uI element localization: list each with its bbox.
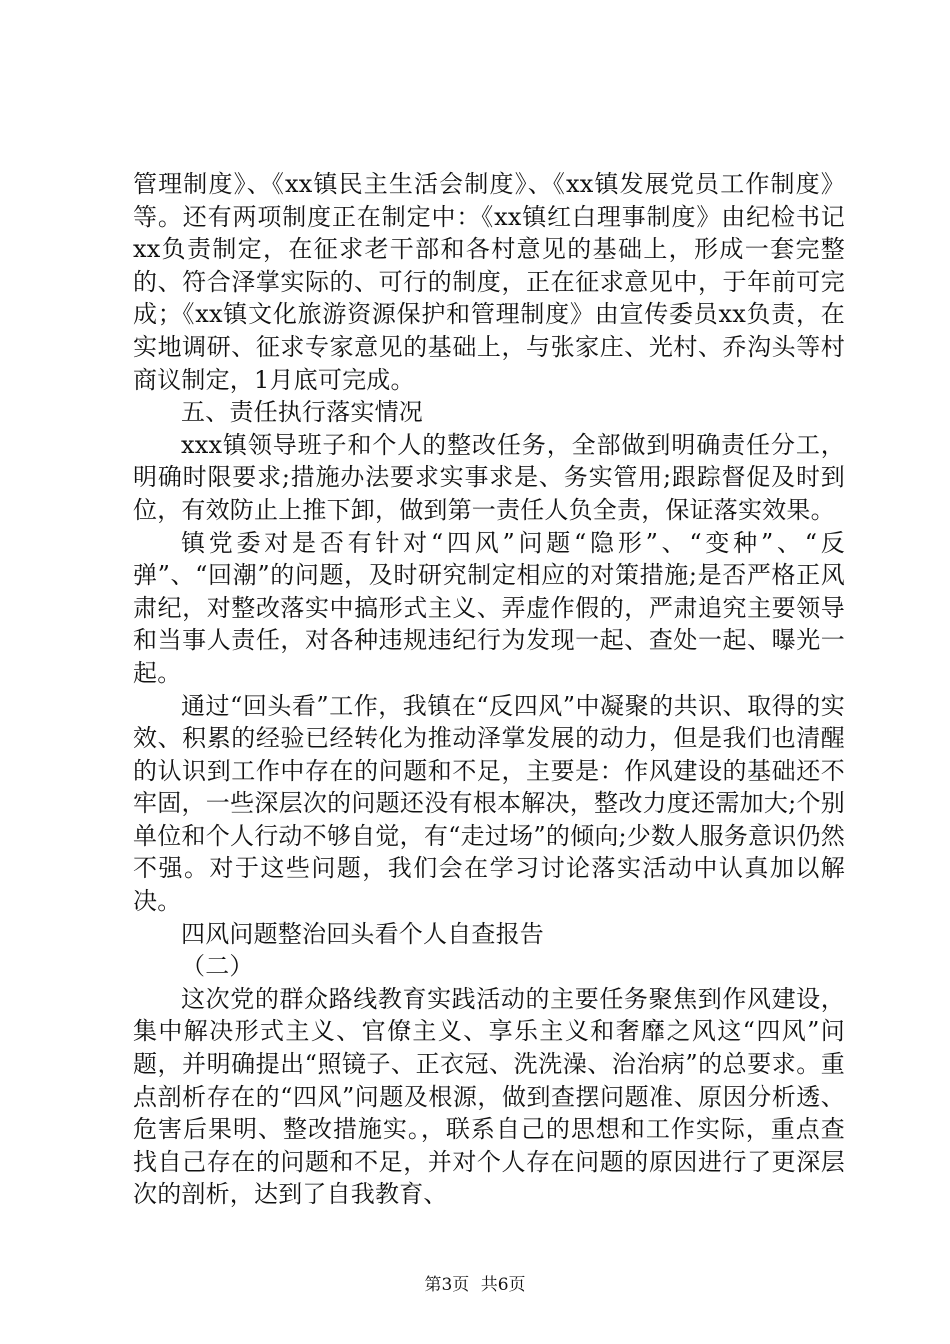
- report-title: 四风问题整治回头看个人自查报告: [181, 919, 544, 948]
- paragraph-5: 通过“回头看”工作，我镇在“反四风”中凝聚的共识、取得的实效、积累的经验已经转化为推动泽掌发展的动力，但是我们也清醒的认识到工作中存在的问题和不足，主要是：作风建设的基础还不牢固，一些深层次的问题还没有根本解决，整改力度还需加大;个别单位和个人行动不够自觉，有“走过场”的倾向;少数人服务意识仍然不强。对于这些问题，我们会在学习讨论落实活动中认真加以解决。: [133, 691, 845, 916]
- page-footer: [0, 1270, 950, 1295]
- page-number: 第3页: [424, 1275, 470, 1295]
- report-subtitle: （二）: [181, 952, 254, 981]
- paragraph-1: 管理制度》、《xx镇民主生活会制度》、《xx镇发展党员工作制度》等。还有两项制度正在制定中：《xx镇红白理事制度》由纪检书记xx负责制定，在征求老干部和各村意见的基础上，形成一套完整的、符合泽掌实际的、可行的制度，正在征求意见中，于年前可完成；《xx镇文化旅游资源保护和管理制度》由宣传委员xx负责，在实地调研、征求专家意见的基础上，与张家庄、光村、乔沟头等村商议制定，1月底可完成。: [133, 170, 845, 394]
- section-heading-5: 五、责任执行落实情况: [181, 398, 423, 427]
- page-total: 共6页: [480, 1275, 526, 1295]
- document-body: [133, 168, 845, 1211]
- paragraph-3: xxx镇领导班子和个人的整改任务，全部做到明确责任分工，明确时限要求;措施办法要求实事求是、务实管用;跟踪督促及时到位，有效防止上推下卸，做到第一责任人负全责，保证落实效果。: [133, 430, 845, 524]
- paragraph-8: 这次党的群众路线教育实践活动的主要任务聚焦到作风建设，集中解决形式主义、官僚主义、享乐主义和奢靡之风这“四风”问题，并明确提出“照镜子、正衣冠、洗洗澡、治治病”的总要求。重点剖析存在的“四风”问题及根源，做到查摆问题准、原因分析透、危害后果明、整改措施实。，联系自己的思想和工作实际，重点查找自己存在的问题和不足，并对个人存在问题的原因进行了更深层次的剖析，达到了自我教育、: [133, 984, 845, 1209]
- paragraph-4: 镇党委对是否有针对“四风”问题“隐形”、“变种”、“反弹”、“回潮”的问题，及时研究制定相应的对策措施;是否严格正风肃纪，对整改落实中搞形式主义、弄虚作假的，严肃追究主要领导和当事人责任，对各种违规违纪行为发现一起、查处一起、曝光一起。: [133, 528, 845, 687]
